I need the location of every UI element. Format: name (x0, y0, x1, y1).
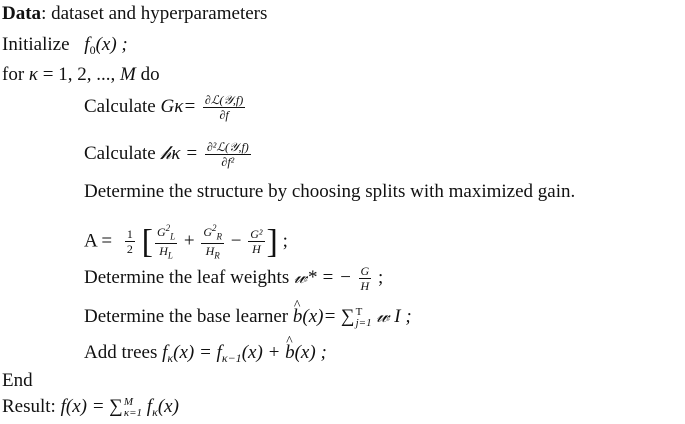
data-line (2, 2, 267, 26)
leaf-numerator: G (360, 264, 370, 278)
add-trees-line (84, 341, 327, 370)
base-tail: 𝓌 I ; (371, 306, 412, 327)
calc-g-label: Calculate (84, 95, 161, 117)
end-keyword: End (2, 370, 33, 391)
for-line (2, 63, 160, 87)
g-fraction (203, 93, 245, 122)
gl-fraction (155, 221, 177, 263)
g-numerator: ∂ℒ(𝒴,f) (204, 93, 244, 107)
result-line (2, 395, 179, 424)
base-rest: (x)= ∑ (302, 306, 355, 327)
add-trees-text: Add trees (84, 342, 163, 363)
k-subscript: κ (167, 351, 174, 365)
calc-h-line (84, 140, 253, 169)
b-hat-symbol-2: ^ b (285, 341, 295, 365)
end-line (2, 369, 33, 393)
right-bracket: ] (266, 223, 278, 261)
half-numerator: 1 (126, 227, 133, 242)
h-denominator: ∂f² (221, 155, 235, 169)
A-label: A = (84, 230, 113, 252)
add-mid2: (x) + (241, 342, 286, 363)
data-text: : dataset and hyperparameters (41, 3, 268, 24)
gr-numerator: $G^2_R$ (201, 221, 224, 244)
data-label: Data (2, 3, 42, 24)
do-keyword: do (135, 64, 160, 85)
km1-subscript: κ−1 (221, 351, 242, 365)
f0-rest: (x) ; (95, 34, 128, 55)
base-learner-line (84, 305, 412, 329)
leaf-weights-text: Determine the leaf weights (84, 266, 294, 288)
result-f: f(x) = ∑ (60, 396, 123, 417)
structure-line (84, 180, 575, 204)
leaf-weights-line (84, 264, 383, 293)
f0-subscript: 0 (89, 43, 96, 57)
h-numerator: ∂²ℒ(𝒴,f) (206, 140, 249, 154)
b-hat-symbol: ^ b (293, 305, 303, 329)
initialize-label: Initialize (2, 34, 70, 55)
gain-line: A = $\frac{1}{2}$ [ $\frac{G^2_L}{H_L}$ + $\frac{G^2_R}{H_R}$ − $\frac{\text{G²}}{H}$ ] ; (84, 223, 288, 261)
result-end: (x) (157, 396, 179, 417)
for-range: = 1, 2, ..., (38, 64, 120, 85)
gl-denominator: $H_L$ (159, 244, 173, 261)
g-total-fraction (248, 227, 264, 256)
half-denominator: 2 (126, 242, 133, 257)
w-star-symbol: 𝓌* = − (293, 266, 352, 288)
add-mid: (x) = f (173, 342, 222, 363)
half-fraction (125, 227, 135, 256)
for-keyword: for (2, 64, 29, 85)
g-denominator: ∂f (219, 108, 229, 122)
base-learner-text: Determine the base learner (84, 306, 293, 327)
initialize-line (2, 33, 128, 62)
leaf-end: ; (373, 266, 384, 288)
h-symbol: 𝒽κ = (160, 142, 199, 164)
g-symbol: Gκ= (160, 95, 197, 117)
left-bracket: [ (141, 223, 153, 261)
add-end: (x) ; (294, 342, 327, 363)
M-symbol: M (120, 64, 136, 85)
gain-end: ; (277, 230, 288, 252)
calc-g-line (84, 93, 247, 122)
g-total-numerator: G² (250, 227, 263, 242)
fk-symbol: f (162, 342, 168, 363)
g-total-denominator: H (252, 242, 261, 257)
base-sum-limits: T j=1 (355, 305, 372, 329)
calc-h-label: Calculate (84, 142, 161, 164)
result-fk: f (142, 396, 153, 417)
kappa-symbol: κ (28, 64, 39, 85)
leaf-denominator: H (360, 279, 370, 293)
result-sum-limits: M κ=1 (123, 395, 143, 419)
leaf-fraction (359, 264, 372, 293)
structure-text: Determine the structure by choosing splits with maximized gain. (84, 181, 576, 202)
gr-denominator: $H_R$ (205, 244, 220, 261)
result-fk-subscript: κ (152, 405, 158, 419)
result-label: Result: (2, 396, 61, 417)
h-fraction (205, 140, 251, 169)
gr-fraction (201, 221, 224, 263)
f0-symbol: f (84, 34, 90, 55)
gl-numerator: $G^2_L$ (155, 221, 177, 244)
